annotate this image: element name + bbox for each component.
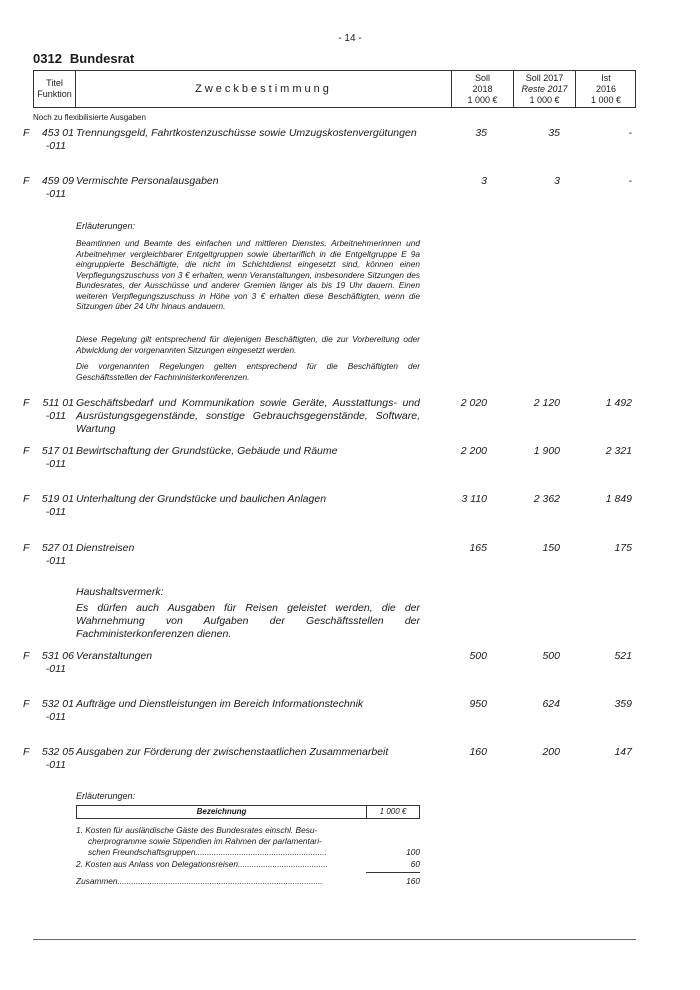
header-soll-2018: Soll 2018 1 000 € <box>452 71 514 107</box>
table-line: 1. Kosten für ausländische Gäste des Bundesrates einschl. Besu- <box>76 825 318 835</box>
note-paragraph: Die vorgenannten Regelungen gelten entsprechend für die Beschäftigten der Geschäftsstellen der Fachministerkonferenzen. <box>76 361 420 382</box>
explanation-table-header <box>76 805 420 819</box>
table-value: 60 <box>410 859 420 869</box>
footer-rule <box>33 939 636 940</box>
note-paragraph: Beamtinnen und Beamte des einfachen und mittleren Dienstes, Arbeitnehmerinnen und Arbeitnehmer vergleichbarer Entgeltgruppen sowie übertariflich in die Entgeltgruppe E 9a eingruppierte Beschäftigte, die nicht im Schichtdienst eingesetzt sind, können einen Verpflegungszuschuss von 3 € erhalten, wenn Veranstaltungen, insbesondere Sitzungen des Bundesrates, der Ausschüsse und anderer Gremien länger als bis 19 Uhr dauern. Einen weiteren Verpflegungszuschuss in Höhe von 3 € erhalten diese Beschäftigten, wenn die Sitzungen über 24 Uhr hinaus andauern. <box>76 238 420 311</box>
col-unit: 1 000 € <box>379 807 407 816</box>
chapter-title: Bundesrat <box>69 51 135 66</box>
chapter-heading <box>33 51 134 66</box>
sum-divider <box>366 872 420 873</box>
table-line: cherprogramme sowie Stipendien im Rahmen der parlamentari- <box>88 836 322 846</box>
subheading: Noch zu flexibilisierte Ausgaben <box>33 113 146 122</box>
header-titel-funktion: Titel Funktion <box>34 71 76 107</box>
header-ist-2016: Ist 2016 1 000 € <box>590 72 622 105</box>
note-label: Erläuterungen: <box>76 791 136 801</box>
table-total-value: 160 <box>406 876 420 886</box>
note-paragraph: Diese Regelung gilt entsprechend für diejenigen Beschäftigten, die zur Vorbereitung oder Abwicklung der vorgenannten Sitzungen eingesetzt werden. <box>76 334 420 355</box>
table-line: schen Freundschaftsgruppen......................................................... <box>88 847 327 857</box>
col-bezeichnung: Bezeichnung <box>77 806 367 818</box>
table-total-label: Zusammen......................................................................................... <box>76 876 323 886</box>
table-line: 2. Kosten aus Anlass von Delegationsreisen....................................... <box>76 859 328 869</box>
column-header <box>33 70 636 108</box>
header-zweckbestimmung: Zweckbestimmung <box>76 71 452 107</box>
table-value: 100 <box>406 847 420 857</box>
haushaltsvermerk-text: Es dürfen auch Ausgaben für Reisen geleistet werden, die der Wahrnehmung von Aufgaben der Geschäftsstellen der Fachministerkonferenzen dienen. <box>76 602 420 640</box>
page-number: - 14 - <box>338 33 362 44</box>
chapter-code: 0312 <box>33 51 62 66</box>
haushaltsvermerk-label: Haushaltsvermerk: <box>76 586 164 598</box>
header-soll-2017: Soll 2017 Reste 2017 1 000 € <box>514 71 576 107</box>
note-label: Erläuterungen: <box>76 221 136 231</box>
